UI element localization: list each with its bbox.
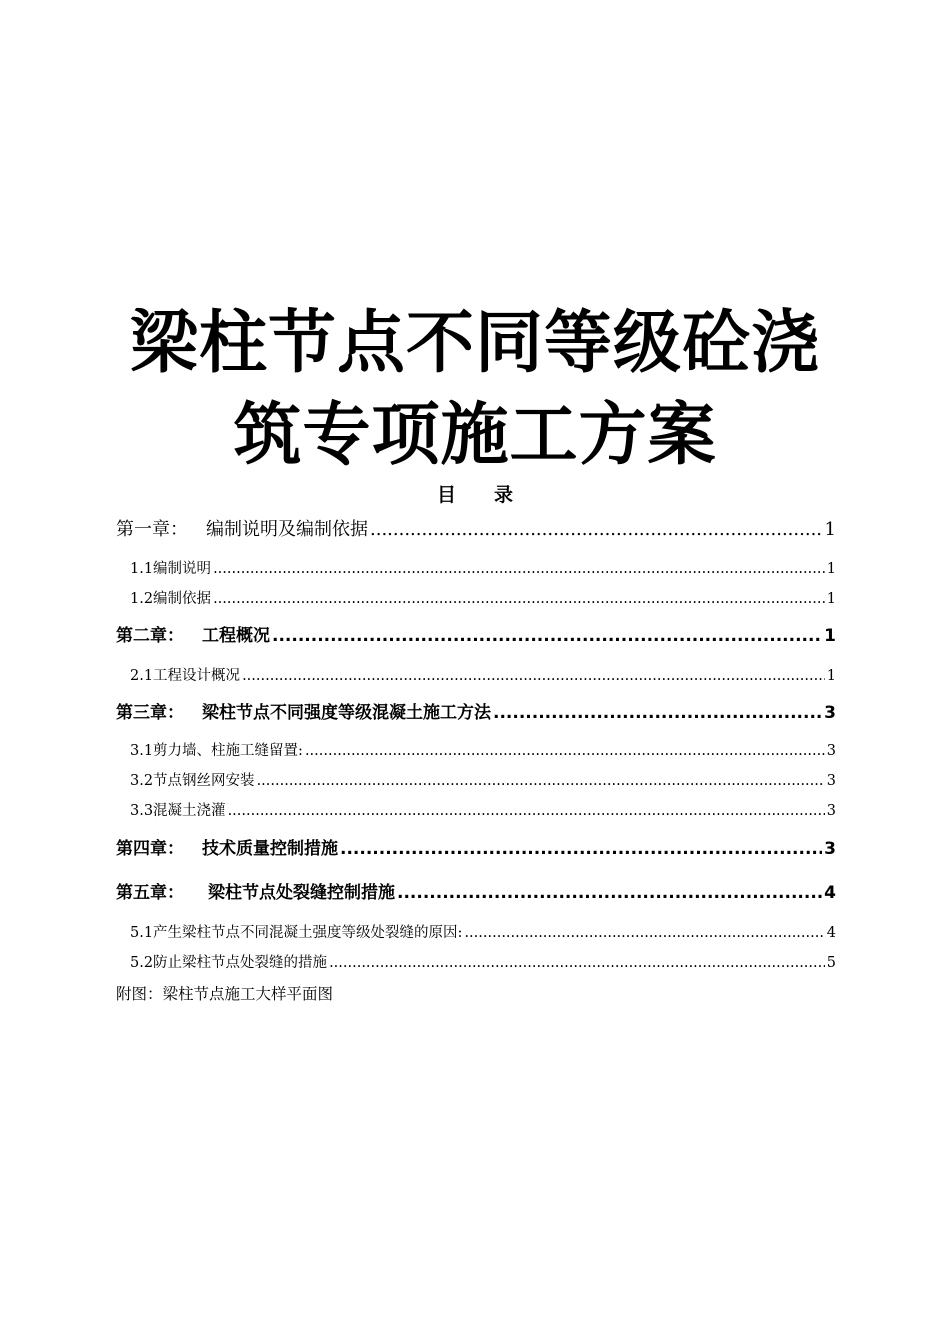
page-number: 1: [826, 561, 836, 577]
chapter-title: 梁柱节点处裂缝控制措施: [208, 883, 395, 903]
toc-entry-section-5-1[interactable]: [116, 923, 836, 943]
toc-heading: 目录: [436, 484, 551, 506]
dot-leader: [213, 559, 825, 579]
toc-entry-label: [116, 701, 491, 725]
toc-entry-section-3-1[interactable]: [116, 741, 836, 761]
chapter-prefix: 第二章：: [116, 626, 184, 646]
dot-leader: [370, 518, 823, 542]
page-number: 1: [824, 519, 836, 540]
toc-entry-label: [116, 518, 368, 542]
section-title: 2.1工程设计概况: [130, 668, 241, 684]
toc-entry-chapter-5[interactable]: [116, 881, 836, 905]
chapter-prefix: 第一章：: [116, 519, 188, 540]
toc-entry-chapter-1[interactable]: [116, 518, 836, 542]
dot-leader: [464, 923, 824, 943]
toc-entry-label: [116, 837, 338, 861]
toc-entry-label: [116, 624, 270, 648]
page-number: 1: [824, 626, 836, 646]
dot-leader: [493, 701, 822, 725]
document-title-line-2: 筑专项施工方案: [233, 396, 717, 475]
toc-entry-section-3-2[interactable]: [116, 771, 836, 791]
dot-leader: [213, 589, 825, 609]
section-title: 3.3混凝土浇灌: [130, 803, 226, 819]
dot-leader: [340, 837, 822, 861]
page-number: 5: [826, 955, 836, 971]
page-number: 4: [826, 925, 836, 941]
section-title: 5.1产生梁柱节点不同混凝土强度等级处裂缝的原因:: [130, 925, 463, 941]
chapter-title: 编制说明及编制依据: [206, 519, 368, 540]
page-number: 1: [826, 668, 836, 684]
toc-entry-section-2-1[interactable]: [116, 666, 836, 686]
chapter-prefix: 第五章：: [116, 883, 184, 903]
chapter-title: 工程概况: [202, 626, 270, 646]
dot-leader: [242, 666, 825, 686]
chapter-prefix: 第三章：: [116, 703, 184, 723]
dot-leader: [272, 624, 822, 648]
chapter-prefix: 第四章：: [116, 839, 184, 859]
page-number: 3: [826, 773, 836, 789]
toc-entry-label: [116, 881, 395, 905]
toc-entry-section-3-3[interactable]: [116, 801, 836, 821]
section-title: 1.1编制说明: [130, 561, 212, 577]
toc-entry-section-1-1[interactable]: [116, 559, 836, 579]
toc-entry-chapter-4[interactable]: [116, 837, 836, 861]
dot-leader: [397, 881, 822, 905]
appendix-line: 附图：梁柱节点施工大样平面图: [116, 985, 334, 1003]
toc-entry-section-1-2[interactable]: [116, 589, 836, 609]
section-title: 3.1剪力墙、柱施工缝留置:: [130, 743, 303, 759]
page-number: 3: [826, 803, 836, 819]
document-title-line-1: 梁柱节点不同等级砼浇: [129, 304, 820, 383]
section-title: 1.2编制依据: [130, 591, 212, 607]
dot-leader: [329, 953, 825, 973]
dot-leader: [305, 741, 825, 761]
chapter-title: 梁柱节点不同强度等级混凝土施工方法: [202, 703, 491, 723]
page-number: 4: [824, 883, 836, 903]
page-number: 1: [826, 591, 836, 607]
toc-entry-section-5-2[interactable]: [116, 953, 836, 973]
page-number: 3: [826, 743, 836, 759]
chapter-title: 技术质量控制措施: [202, 839, 338, 859]
section-title: 3.2节点钢丝网安装: [130, 773, 255, 789]
toc-entry-chapter-2[interactable]: [116, 624, 836, 648]
page-number: 3: [824, 839, 836, 859]
section-title: 5.2防止梁柱节点处裂缝的措施: [130, 955, 328, 971]
toc-entry-chapter-3[interactable]: [116, 701, 836, 725]
dot-leader: [257, 771, 825, 791]
dot-leader: [228, 801, 825, 821]
page-number: 3: [824, 703, 836, 723]
